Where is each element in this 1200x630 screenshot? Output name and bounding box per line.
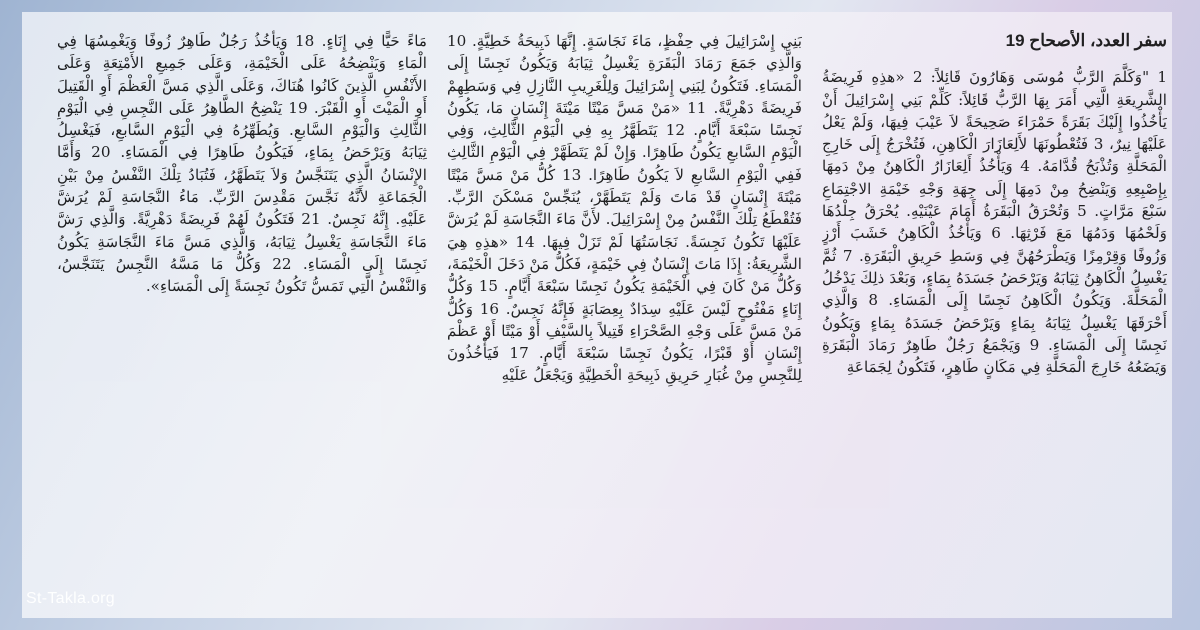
document-page — [22, 12, 1172, 618]
verses-text-left: مَاءً حَيًّا فِي إِنَاءٍ. 18 وَيَأْخُذُ رَجُلٌ طَاهِرٌ زُوفًا وَيَغْمِسُهَا فِي الْمَاءِ وَيَنْضِحُهُ عَلَى الْخَيْمَةِ، وَعَلَى جَمِيعِ الأَمْتِعَةِ وَعَلَى الأَنْفُسِ الَّذِينَ كَانُوا هُنَاكَ، وَعَلَى الَّذِي مَسَّ الْعَظْمَ أَوِ الْقَتِيلَ أَوِ الْمَيْتَ أَوِ الْقَبْرَ. 19 يَنْضِحُ الطَّاهِرُ عَلَى النَّجِسِ فِي الْيَوْمِ الثَّالِثِ وَالْيَوْمِ السَّابعِ. وَيُطَهِّرُهُ فِي الْيَوْمِ السَّابعِ، فَيَغْسِلُ ثِيَابَهُ وَيَرْحَضُ بِمَاءٍ، فَيَكُونُ طَاهِرًا فِي الْمَسَاءِ. 20 وَأَمَّا الإِنْسَانُ الَّذِي يَتَنَجَّسُ وَلاَ يَتَطَهَّرُ، فَتُبَادُ تِلْكَ النَّفْسُ مِنْ بَيْنِ الْجَمَاعَةِ لأَنَّهُ نَجَّسَ مَقْدِسَ الرَّبِّ. مَاءُ النَّجَاسَةِ لَمْ يُرَشَّ عَلَيْهِ. إِنَّهُ نَجِسٌ. 21 فَتَكُونُ لَهُمْ فَرِيضَةً دَهْرِيَّةً. وَالَّذِي رَشَّ مَاءَ النَّجَاسَةِ يَغْسِلُ ثِيَابَهُ، وَالَّذِي مَسَّ مَاءَ النَّجَاسَةِ يَكُونُ نَجِسًا إِلَى الْمَسَاءِ. 22 وَكُلُّ مَا مَسَّهُ النَّجِسُ يَتَنَجَّسُ، وَالنَّفْسُ الَّتِي تَمَسُّ تَكُونُ نَجِسَةً إِلَى الْمَسَاءِ». — [57, 32, 427, 296]
chapter-title: سفر العدد، الأصحاح 19 — [1005, 31, 1167, 50]
verses-text-right: 1 "وَكَلَّمَ الرَّبُّ مُوسَى وَهَارُونَ قَائِلاً: 2 «هذِهِ فَرِيضَةُ الشَّرِيعَةِ الَّتِي أَمَرَ بِهَا الرَّبُّ قَائِلاً: كَلِّمْ بَنِي إِسْرَائِيلَ أَنْ يَأْخُذُوا إِلَيْكَ بَقَرَةً حَمْرَاءَ صَحِيحَةً لاَ عَيْبَ فِيهَا، وَلَمْ يَعْلُ عَلَيْهَا نِيرٌ، 3 فَتُعْطُونَهَا لأَلِعَازَارَ الْكَاهِنِ، فَتُخْرَجُ إِلَى خَارِجِ الْمَحَلَّةِ وَتُذْبَحُ قُدَّامَهُ. 4 وَيَأْخُذُ أَلِعَازَارُ الْكَاهِنُ مِنْ دَمِهَا بِإِصْبِعِهِ وَيَنْضِحُ مِنْ دَمِهَا إِلَى جِهَةِ وَجْهِ خَيْمَةِ الاجْتِمَاعِ سَبْعَ مَرَّاتٍ. 5 وَتُحْرَقُ الْبَقَرَةُ أَمَامَ عَيْنَيْهِ. يُحْرَقُ جِلْدُهَا وَلَحْمُهَا وَدَمُهَا مَعَ فَرْثِهَا. 6 وَيَأْخُذُ الْكَاهِنُ خَشَبَ أَرْزٍ وَزُوفًا وَقِرْمِزًا وَيَطْرَحُهُنَّ فِي وَسَطِ حَرِيقِ الْبَقَرَةِ. 7 ثُمَّ يَغْسِلُ الْكَاهِنُ ثِيَابَهُ وَيَرْحَضُ جَسَدَهُ بِمَاءٍ، وَبَعْدَ ذلِكَ يَدْخُلُ الْمَحَلَّةَ. وَيَكُونُ الْكَاهِنُ نَجِسًا إِلَى الْمَسَاءِ. 8 وَالَّذِي أَحْرَقَهَا يَغْسِلُ ثِيَابَهُ بِمَاءٍ وَيَرْحَضُ جَسَدَهُ بِمَاءٍ وَيَكُونُ نَجِسًا إِلَى الْمَسَاءِ. 9 وَيَجْمَعُ رَجُلٌ طَاهِرٌ رَمَادَ الْبَقَرَةِ وَيَضَعُهُ خَارِجَ الْمَحَلَّةِ فِي مَكَانٍ طَاهِرٍ، فَتَكُونُ لِجَمَاعَةِ — [822, 68, 1167, 377]
text-column-middle — [447, 30, 802, 615]
site-watermark: St-Takla.org — [26, 590, 115, 607]
text-column-left — [57, 30, 427, 615]
text-column-right — [822, 30, 1167, 615]
verses-text-middle: بَنِي إِسْرَائِيلَ فِي حِفْظٍ، مَاءَ نَجَاسَةٍ. إِنَّهَا ذَبِيحَةُ خَطِيَّةٍ. 10 وَالَّذِي جَمَعَ رَمَادَ الْبَقَرَةِ يَغْسِلُ ثِيَابَهُ وَيَكُونُ نَجِسًا إِلَى الْمَسَاءِ. فَتَكُونُ لِبَنِي إِسْرَائِيلَ وَلِلْغَرِيبِ النَّازِلِ فِي وَسَطِهِمْ فَرِيضَةً دَهْرِيَّةً. 11 «مَنْ مَسَّ مَيْتًا مَيْتَةَ إِنْسَانٍ مَا، يَكُونُ نَجِسًا سَبْعَةَ أَيَّامٍ. 12 يَتَطَهَّرُ بِهِ فِي الْيَوْمِ الثَّالِثِ، وَفِي الْيَوْمِ السَّابعِ يَكُونُ طَاهِرًا. وَإِنْ لَمْ يَتَطَهَّرْ فِي الْيَوْمِ الثَّالِثِ فَفِي الْيَوْمِ السَّابعِ لاَ يَكُونُ طَاهِرًا. 13 كُلُّ مَنْ مَسَّ مَيْتًا مَيْتَةَ إِنْسَانٍ قَدْ مَاتَ وَلَمْ يَتَطَهَّرْ، يُنَجِّسْ مَسْكَنَ الرَّبِّ. فَتُقْطَعُ تِلْكَ النَّفْسُ مِنْ إِسْرَائِيلَ. لأَنَّ مَاءَ النَّجَاسَةِ لَمْ يُرَشَّ عَلَيْهَا تَكُونُ نَجِسَةً. نَجَاسَتُهَا لَمْ تَزَلْ فِيهَا. 14 «هذِهِ هِيَ الشَّرِيعَةُ: إِذَا مَاتَ إِنْسَانٌ فِي خَيْمَةٍ، فَكُلُّ مَنْ دَخَلَ الْخَيْمَةَ، وَكُلُّ مَنْ كَانَ فِي الْخَيْمَةِ يَكُونُ نَجِسًا سَبْعَةَ أَيَّامٍ. 15 وَكُلُّ إِنَاءٍ مَفْتُوحٍ لَيْسَ عَلَيْهِ سِدَادٌ بِعِصَابَةٍ فَإِنَّهُ نَجِسٌ. 16 وَكُلُّ مَنْ مَسَّ عَلَى وَجْهِ الصَّحْرَاءِ قَتِيلاً بِالسَّيْفِ أَوْ مَيْتًا أَوْ عَظْمَ إِنْسَانٍ أَوْ قَبْرًا، يَكُونُ نَجِسًا سَبْعَةَ أَيَّامٍ. 17 فَيَأْخُذُونَ لِلنَّجِسِ مِنْ غُبَارِ حَرِيقِ ذَبِيحَةِ الْخَطِيَّةِ وَيَجْعَلُ عَلَيْهِ — [447, 32, 802, 385]
